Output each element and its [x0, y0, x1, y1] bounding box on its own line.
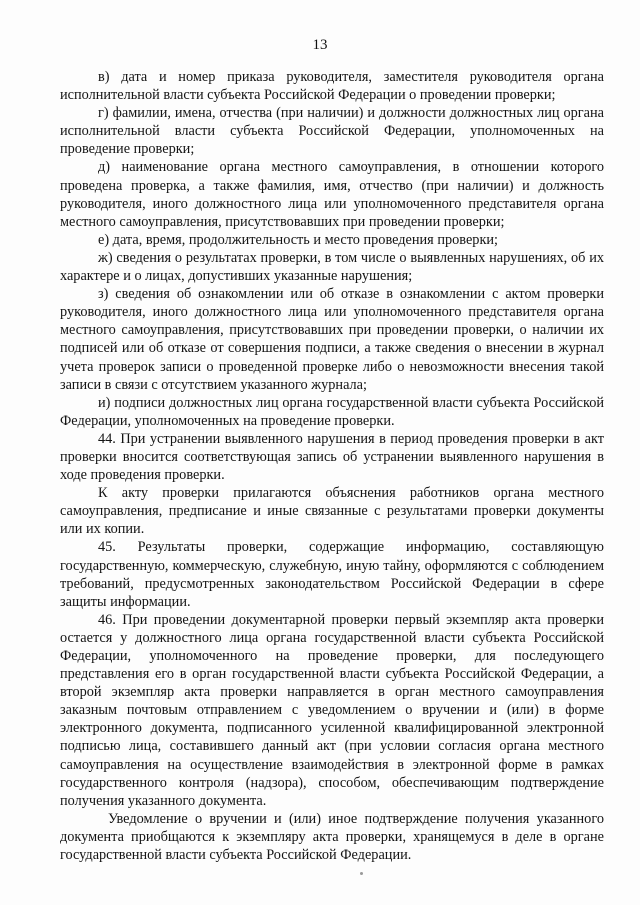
- paragraph-zh: ж) сведения о результатах проверки, в том числе о выявленных нарушениях, об их характере и о лицах, допустивших указанные нарушения;: [60, 249, 604, 285]
- paragraph-v: в) дата и номер приказа руководителя, заместителя руководителя органа исполнительной власти субъекта Российской Федерации о проведении проверки;: [60, 69, 604, 104]
- paragraph-46: 46. При проведении документарной проверки первый экземпляр акта проверки остается у должностного лица органа государственной власти субъекта Российской Федерации, уполномоченного на проведение проверки, для последующего представления его в орган государственной власти субъекта Российской Федерации, а второй экземпляр акта проверки направляется в орган местного самоуправления заказным почтовым отправлением с уведомлением о вручении и (или) в форме электронного документа, подписанного усиленной квалифицированной электронной подписью лица, составившего данный акт (при условии согласия органа местного самоуправления на осуществление взаимодействия в электронной форме в рамках государственного контроля (надзора), способом, обеспечивающим подтверждение получения указанного документа.: [60, 611, 604, 809]
- document-body: [60, 68, 604, 864]
- paragraph-d: д) наименование органа местного самоуправления, в отношении которого проведена проверка, а также фамилия, имя, отчество (при наличии) и должность руководителя, иного должностного лица или уполномоченного представителя органа местного самоуправления, присутствовавших при проведении проверки;: [60, 159, 604, 230]
- paragraph-z: з) сведения об ознакомлении или об отказе в ознакомлении с актом проверки руководителя, иного должностного лица или уполномоченного представителя органа местного самоуправления, присутствовавших при проведении проверки, о наличии их подписей или об отказе от совершения подписи, а также сведения о внесении в журнал учета проверок записи о проведенной проверке либо о невозможности внесения такой записи в связи с отсутствием указанного журнала;: [60, 286, 604, 393]
- paragraph-act-attachments: К акту проверки прилагаются объяснения работников органа местного самоуправления, предписание и иные связанные с результатами проверки документы или их копии.: [60, 485, 604, 538]
- paragraph-44: 44. При устранении выявленного нарушения в период проведения проверки в акт проверки вносится соответствующая запись об устранении выявленного нарушения в ходе проведения проверки.: [60, 430, 604, 484]
- page-number: 13: [312, 37, 328, 53]
- paragraph-delivery-notice: Уведомление о вручении и (или) иное подтверждение получения указанного документа приобщаются к экземпляру акта проверки, хранящемуся в деле в органе государственной власти субъекта Российской Федерации.: [60, 810, 604, 864]
- paragraph-e: е) дата, время, продолжительность и место проведения проверки;: [98, 231, 499, 248]
- scan-speck: [360, 872, 363, 875]
- paragraph-g: г) фамилии, имена, отчества (при наличии) и должности должностных лиц органа исполнительной власти субъекта Российской Федерации, уполномоченных на проведение проверки;: [60, 105, 604, 158]
- paragraph-i: и) подписи должностных лиц органа государственной власти субъекта Российской Федерации, уполномоченных на проведение проверки.: [60, 394, 604, 429]
- paragraph-45: 45. Результаты проверки, содержащие информацию, составляющую государственную, коммерческую, служебную, иную тайну, оформляются с соблюдением требований, предусмотренных законодательством Российской Федерации в сфере защиты информации.: [60, 539, 604, 610]
